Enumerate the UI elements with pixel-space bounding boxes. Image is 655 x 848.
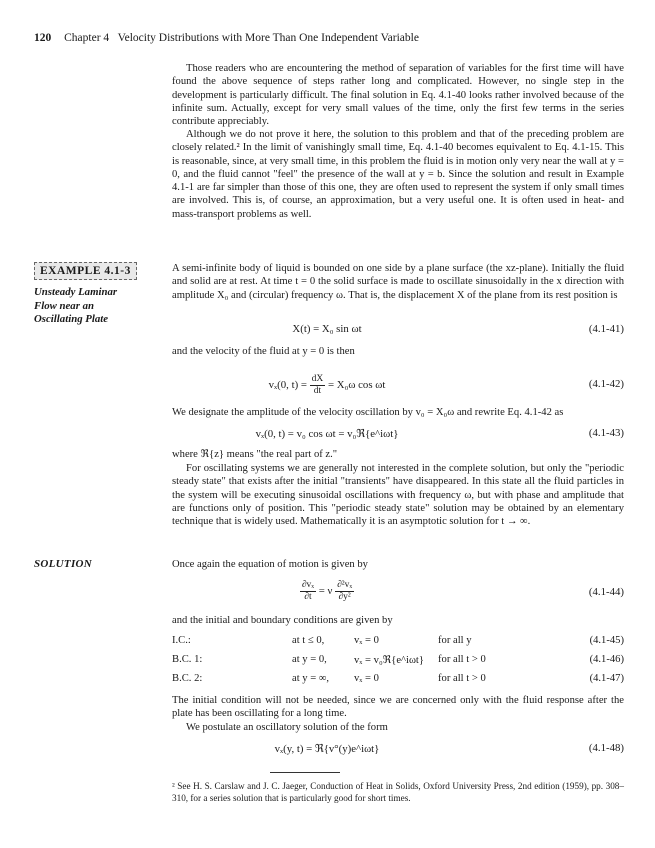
solution-paragraph-4: We postulate an oscillatory solution of the form: [186, 722, 388, 733]
condition-label: B.C. 2:: [172, 673, 203, 684]
equation-4-1-42: [172, 372, 624, 396]
equation-number: (4.1-46): [589, 654, 624, 665]
equation-lhs: vₓ(0, t) =: [268, 378, 307, 391]
example-label: [34, 262, 137, 327]
condition-label: B.C. 1:: [172, 654, 203, 665]
equation-body: vₓ(0, t) = v₀ cos ωt = v₀ℜ{e^iωt}: [255, 428, 399, 440]
solution-paragraph-2: and the initial and boundary conditions are given by: [172, 615, 393, 626]
equation-4-1-41: [172, 323, 624, 341]
equation-number: (4.1-47): [589, 673, 624, 684]
footnote-rule: [270, 772, 340, 773]
example-title-line: Oscillating Plate: [34, 313, 109, 325]
equation-number: (4.1-42): [588, 378, 624, 390]
space-derivative-fraction: [335, 580, 354, 603]
condition-row: [172, 654, 624, 668]
equation-4-1-43: [172, 427, 624, 445]
fraction-denominator: ∂y²: [338, 592, 351, 602]
condition-range: for all t > 0: [438, 654, 486, 665]
example-title-line: Flow near an: [34, 299, 94, 312]
solution-paragraph-3: The initial condition will not be needed, since we are concerned only with the fluid response after the plate has been oscillating for a long time.: [172, 695, 624, 720]
example-title: [34, 286, 137, 327]
fraction-numerator: ∂²vₓ: [337, 580, 353, 590]
equation-number: (4.1-48): [588, 742, 624, 754]
fraction-numerator: ∂vₓ: [301, 580, 315, 590]
example-paragraph-5: For oscillating systems we are generally not interested in the complete solution, but only the "periodic steady state" that exists after the initial "transients" have disappeared. In this state all the fluid particles in the system will be executing sinusoidal oscillations with frequency ω, but with phase and amplitude that are functions only of position. This "periodic steady state" solution may be obtained by an elementary technique that is widely used. Mathematically it is an asymptotic solution for t → ∞.: [172, 463, 624, 528]
derivative-fraction: [310, 374, 326, 397]
fraction-denominator: dt: [313, 386, 322, 396]
running-header: [34, 32, 419, 44]
time-derivative-fraction: [300, 580, 316, 603]
condition-label: I.C.:: [172, 635, 191, 646]
equation-body: vₓ(y, t) = ℜ{v°(y)e^iωt}: [274, 743, 380, 755]
condition-row: [172, 673, 624, 687]
footnote: ² See H. S. Carslaw and J. C. Jaeger, Conduction of Heat in Solids, Oxford University Press, 2nd edition (1959), pp. 308–310, for a series solution that is particularly good for short times.: [172, 781, 624, 803]
example-paragraph-3: We designate the amplitude of the velocity oscillation by v₀ = X₀ω and rewrite Eq. 4.1-42 as: [172, 407, 564, 418]
condition-row: [172, 635, 624, 649]
condition-when: at y = 0,: [292, 654, 327, 665]
page-number: 120: [34, 32, 52, 44]
equation-number: (4.1-44): [588, 586, 624, 598]
example-paragraph-1: A semi-infinite body of liquid is bounded on one side by a plane surface (the xz-plane). Initially the fluid and solid are at rest. At time t = 0 the solid surface is made to oscillate sinusoidally in the x direction with amplitude X₀ and (circular) frequency ω. That is, the displacement X of the plane from its rest position is: [172, 263, 624, 301]
equation-body: [172, 374, 482, 397]
condition-when: at y = ∞,: [292, 673, 330, 684]
equation-number: (4.1-43): [588, 427, 624, 439]
condition-range: for all t > 0: [438, 673, 486, 684]
intro-paragraph-1: Those readers who are encountering the method of separation of variables for the first time will have found the above sequence of steps rather long and complicated. However, no single step in the development is particularly difficult. The final solution in Eq. 4.1-40 looks rather involved because of the infinite sum. Actually, except for very small values of the time, only the first few terms in the series contribute appreciably.: [172, 63, 624, 128]
condition-value: vₓ = 0: [354, 673, 379, 684]
equation-body: X(t) = X₀ sin ωt: [292, 323, 362, 335]
running-title: Chapter 4 Velocity Distributions with More Than One Independent Variable: [64, 32, 419, 44]
equation-4-1-44: [172, 578, 624, 606]
condition-when: at t ≤ 0,: [292, 635, 325, 646]
example-badge: EXAMPLE 4.1-3: [34, 262, 137, 280]
solution-label: SOLUTION: [34, 558, 93, 570]
condition-value: vₓ = 0: [354, 635, 379, 646]
equation-rhs: = X₀ω cos ωt: [327, 378, 386, 391]
fraction-denominator: ∂t: [304, 592, 312, 602]
example-title-line: Unsteady Laminar: [34, 286, 118, 298]
equation-middle: = ν: [318, 584, 333, 597]
equation-number: (4.1-41): [588, 323, 624, 335]
equation-number: (4.1-45): [589, 635, 624, 646]
example-paragraph-4: where ℜ{z} means "the real part of z.": [172, 449, 338, 460]
condition-range: for all y: [438, 635, 472, 646]
condition-value: vₓ = v₀ℜ{e^iωt}: [354, 655, 424, 666]
fraction-numerator: dX: [311, 374, 324, 384]
intro-paragraph-2: Although we do not prove it here, the solution to this problem and that of the preceding problem are closely related.² In the limit of vanishingly small time, Eq. 4.1-40 becomes equivalent to Eq. 4.1-15. This is reasonable, since, at very small time, in this problem the fluid is in motion only very near the wall at y = 0, and the fluid cannot "feel" the presence of the wall at y = b. Since the solution and result in Example 4.1-1 are far simpler than those of this one, they are often used to represent the system if only small times are involved. This is, of course, an approximation, but a very useful one. It is often used in heat- and mass-transport problems as well.: [172, 129, 624, 220]
equation-body: [172, 580, 482, 603]
equation-4-1-48: [172, 742, 624, 760]
solution-paragraph-1: Once again the equation of motion is given by: [172, 559, 368, 570]
example-paragraph-2: and the velocity of the fluid at y = 0 is then: [172, 346, 355, 357]
